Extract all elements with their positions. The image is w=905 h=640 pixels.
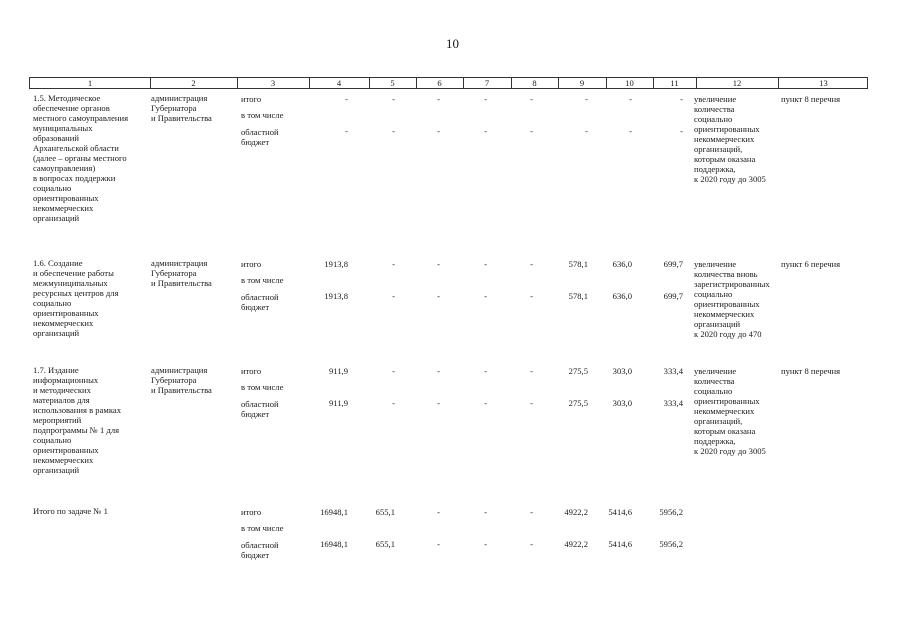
budget-value: - bbox=[392, 126, 395, 136]
table-header-row bbox=[29, 77, 868, 89]
indicator-ref: пункт 6 перечня bbox=[781, 259, 841, 269]
budget-value: 5414,6 bbox=[608, 539, 632, 549]
budget-value: 911,9 bbox=[328, 398, 348, 408]
total-value: - bbox=[680, 94, 683, 104]
total-value: 1913,8 bbox=[324, 259, 348, 269]
funding-incl-label: в том числе bbox=[241, 110, 284, 120]
header-cell: 10 bbox=[625, 78, 634, 88]
header-cell: 11 bbox=[670, 78, 679, 88]
budget-value: 655,1 bbox=[375, 539, 395, 549]
budget-value: - bbox=[437, 539, 440, 549]
total-value: - bbox=[585, 94, 588, 104]
total-value: - bbox=[392, 259, 395, 269]
total-value: - bbox=[484, 94, 487, 104]
total-value: - bbox=[530, 507, 533, 517]
indicator-ref: пункт 8 перечня bbox=[781, 366, 841, 376]
expected-result: увеличение количества социально ориентированных некоммерческих организаций, которым оказана поддержка, к 2020 году до 3005 bbox=[694, 94, 766, 184]
funding-total-label: итого bbox=[241, 259, 262, 269]
budget-value: 1913,8 bbox=[324, 291, 348, 301]
header-cell: 13 bbox=[819, 78, 828, 88]
total-value: 275,5 bbox=[568, 366, 588, 376]
header-cell: 6 bbox=[437, 78, 442, 88]
budget-value: - bbox=[437, 126, 440, 136]
header-cell: 4 bbox=[336, 78, 342, 88]
funding-incl-label: в том числе bbox=[241, 523, 284, 533]
funding-budget-label: областной бюджет bbox=[241, 127, 279, 147]
executor: администрация Губернатора и Правительства bbox=[151, 365, 212, 395]
budget-value: 5956,2 bbox=[659, 539, 683, 549]
total-value: - bbox=[437, 507, 440, 517]
total-value: 333,4 bbox=[663, 366, 683, 376]
header-cell: 2 bbox=[191, 78, 196, 88]
budget-value: - bbox=[392, 398, 395, 408]
funding-total-label: итого bbox=[241, 507, 262, 517]
total-value: 578,1 bbox=[568, 259, 588, 269]
budget-value: - bbox=[530, 291, 533, 301]
budget-value: 636,0 bbox=[612, 291, 632, 301]
total-value: - bbox=[484, 366, 487, 376]
total-value: - bbox=[530, 259, 533, 269]
funding-total-label: итого bbox=[241, 94, 262, 104]
activity-name: 1.6. Создание и обеспечение работы межмуниципальных ресурсных центров для социально ориентированных некоммерческих организаций bbox=[33, 258, 119, 338]
budget-value: 578,1 bbox=[568, 291, 588, 301]
budget-value: - bbox=[484, 291, 487, 301]
funding-budget-label: областной бюджет bbox=[241, 292, 279, 312]
total-value: 5956,2 bbox=[659, 507, 683, 517]
budget-value: - bbox=[680, 126, 683, 136]
budget-value: 333,4 bbox=[663, 398, 683, 408]
activity-name: Итого по задаче № 1 bbox=[33, 506, 108, 516]
header-cell: 1 bbox=[87, 78, 93, 88]
funding-budget-label: областной бюджет bbox=[241, 540, 279, 560]
total-value: 4922,2 bbox=[564, 507, 588, 517]
total-value: - bbox=[484, 259, 487, 269]
total-value: - bbox=[437, 259, 440, 269]
total-value: 636,0 bbox=[612, 259, 632, 269]
budget-value: - bbox=[392, 291, 395, 301]
total-value: - bbox=[484, 507, 487, 517]
activity-name: 1.7. Издание информационных и методических материалов для использования в рамках мероприятий подпрограммы № 1 для социально ориентированных некоммерческих организаций bbox=[33, 365, 122, 475]
total-value: - bbox=[530, 366, 533, 376]
budget-value: 303,0 bbox=[612, 398, 632, 408]
total-value: 16948,1 bbox=[320, 507, 348, 517]
total-value: - bbox=[530, 94, 533, 104]
header-cell: 3 bbox=[270, 78, 276, 88]
budget-value: - bbox=[530, 126, 533, 136]
expected-result: увеличение количества вновь зарегистрированных социально ориентированных некоммерческих организаций к 2020 году до 470 bbox=[694, 259, 770, 339]
total-value: 699,7 bbox=[663, 259, 683, 269]
budget-value: - bbox=[345, 126, 348, 136]
total-value: - bbox=[392, 94, 395, 104]
budget-value: 699,7 bbox=[663, 291, 683, 301]
activity-name: 1.5. Методическое обеспечение органов местного самоуправления муниципальных образований Архангельской области (далее – органы местного самоуправления) в вопросах поддержки социально ориентированных некоммерческих организаций bbox=[33, 93, 129, 223]
indicator-ref: пункт 8 перечня bbox=[781, 94, 841, 104]
header-cell: 9 bbox=[579, 78, 585, 88]
total-value: 911,9 bbox=[328, 366, 348, 376]
budget-value: 16948,1 bbox=[320, 539, 348, 549]
funding-incl-label: в том числе bbox=[241, 275, 284, 285]
total-value: 303,0 bbox=[612, 366, 632, 376]
funding-incl-label: в том числе bbox=[241, 382, 284, 392]
budget-value: - bbox=[437, 398, 440, 408]
expected-result: увеличение количества социально ориентированных некоммерческих организаций, которым оказана поддержка, к 2020 году до 3005 bbox=[694, 366, 766, 456]
budget-value: - bbox=[530, 398, 533, 408]
budget-value: - bbox=[629, 126, 632, 136]
budget-value: - bbox=[484, 398, 487, 408]
executor: администрация Губернатора и Правительства bbox=[151, 93, 212, 123]
budget-value: - bbox=[437, 291, 440, 301]
funding-budget-label: областной бюджет bbox=[241, 399, 279, 419]
funding-total-label: итого bbox=[241, 366, 262, 376]
executor: администрация Губернатора и Правительства bbox=[151, 258, 212, 288]
budget-value: - bbox=[530, 539, 533, 549]
budget-value: - bbox=[484, 126, 487, 136]
total-value: - bbox=[345, 94, 348, 104]
header-cell: 8 bbox=[532, 78, 537, 88]
total-value: - bbox=[629, 94, 632, 104]
total-value: - bbox=[392, 366, 395, 376]
budget-value: 275,5 bbox=[568, 398, 588, 408]
header-cell: 5 bbox=[390, 78, 395, 88]
total-value: - bbox=[437, 94, 440, 104]
total-value: - bbox=[437, 366, 440, 376]
total-value: 5414,6 bbox=[608, 507, 632, 517]
header-cell: 12 bbox=[732, 78, 742, 88]
page-number: 10 bbox=[446, 36, 459, 51]
budget-value: - bbox=[585, 126, 588, 136]
header-cell: 7 bbox=[484, 78, 490, 88]
budget-value: - bbox=[484, 539, 487, 549]
total-value: 655,1 bbox=[375, 507, 395, 517]
budget-value: 4922,2 bbox=[564, 539, 588, 549]
